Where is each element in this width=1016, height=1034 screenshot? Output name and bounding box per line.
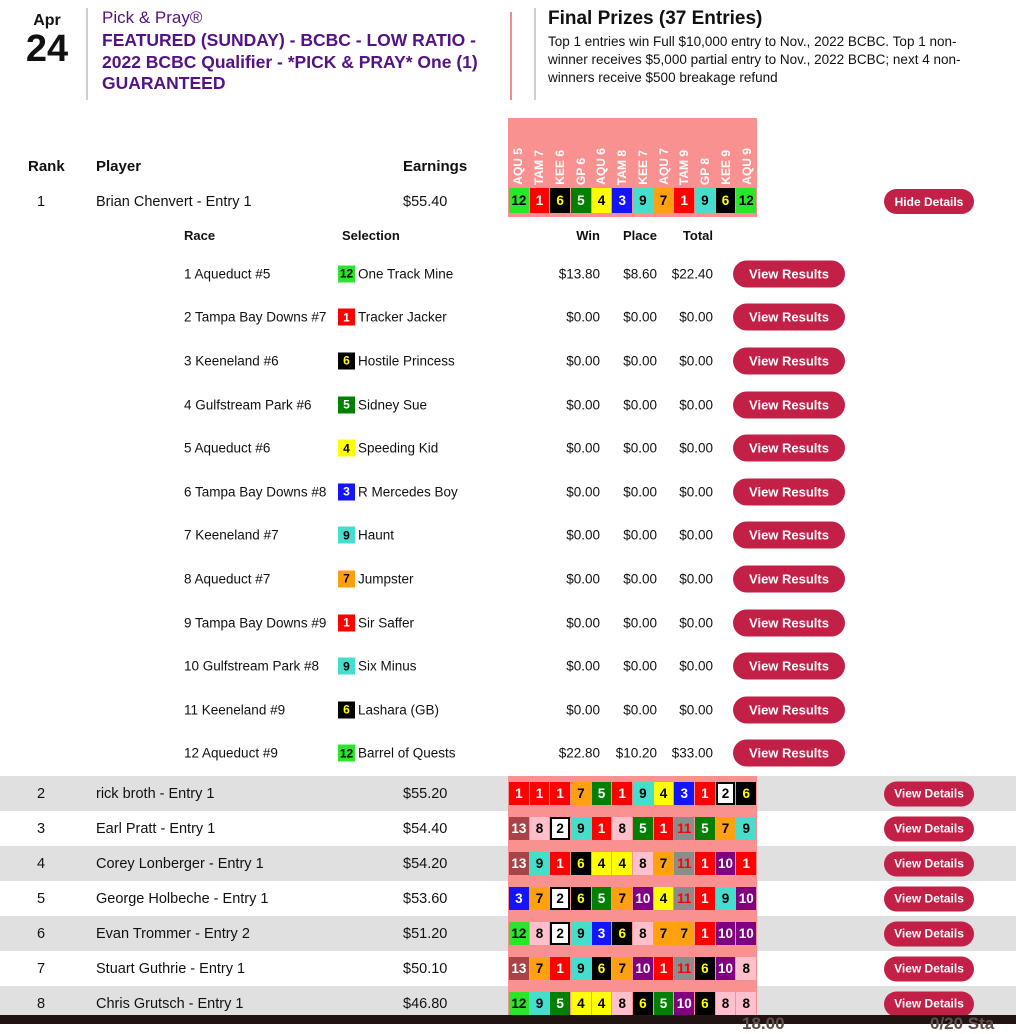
pick-chip: 2	[716, 782, 736, 805]
pick-chip: 2	[550, 887, 570, 910]
detail-total: $22.40	[671, 266, 713, 282]
horse-name: Barrel of Quests	[358, 745, 456, 761]
pick-chip: 4	[654, 887, 674, 910]
detail-selection	[338, 701, 439, 718]
detail-row	[0, 688, 860, 732]
pick-chip: 4	[592, 852, 612, 875]
pick-chip: 1	[338, 309, 355, 326]
bottom-bar	[0, 1014, 1016, 1033]
pick-chip: 9	[530, 992, 550, 1015]
detail-race: 1 Aqueduct #5	[184, 266, 271, 282]
detail-place: $0.00	[623, 397, 657, 413]
pick-chip: 6	[633, 992, 653, 1015]
pick-chip: 2	[550, 817, 570, 840]
player-name: Stuart Guthrie - Entry 1	[96, 960, 246, 977]
pick-chip: 7	[530, 887, 550, 910]
race-header-label: KEE 9	[718, 150, 733, 185]
pick-chip: 10	[633, 957, 653, 980]
pick-chip: 7	[654, 852, 674, 875]
detail-race: 7 Keeneland #7	[184, 527, 279, 543]
pick-chip: 6	[612, 922, 632, 945]
rank-value: 6	[36, 925, 46, 942]
pick-chip: 9	[530, 852, 550, 875]
standings-row-4	[0, 846, 1016, 881]
detail-place: $8.60	[623, 266, 657, 282]
date-day: 24	[25, 28, 69, 70]
detail-selection	[338, 440, 438, 457]
detail-selection	[338, 483, 458, 500]
detail-place: $10.20	[615, 745, 657, 761]
detail-place: $0.00	[623, 571, 657, 587]
contest-header	[14, 8, 986, 100]
earnings-value: $46.80	[403, 995, 448, 1012]
contest-date	[14, 8, 88, 100]
prizes-title: Final Prizes (37 Entries)	[548, 8, 763, 29]
pick-chip: 10	[716, 957, 736, 980]
pick-chip: 4	[592, 992, 612, 1015]
pick-chip: 7	[674, 922, 694, 945]
pick-chip: 9	[571, 957, 591, 980]
pick-chip: 1	[654, 817, 674, 840]
pick-chip: 1	[695, 852, 715, 875]
pick-chip: 1	[695, 922, 715, 945]
view-results-button[interactable]: View Results	[733, 260, 845, 287]
detail-total: $0.00	[679, 527, 713, 543]
pick-chip: 3	[612, 188, 632, 213]
pick-chip: 6	[695, 992, 715, 1015]
pick-chip: 4	[612, 852, 632, 875]
pick-chip: 10	[736, 887, 756, 910]
pick-chip: 7	[530, 957, 550, 980]
detail-total: $0.00	[679, 309, 713, 325]
race-header-label: TAM 8	[615, 149, 630, 185]
pick-chip: 9	[338, 658, 355, 675]
pick-chip: 5	[695, 817, 715, 840]
pick-chips-band	[508, 916, 757, 951]
race-header-label: TAM 7	[532, 149, 547, 185]
player-name: Brian Chenvert - Entry 1	[96, 194, 252, 210]
detail-selection	[338, 352, 455, 369]
horse-name: Speeding Kid	[358, 440, 439, 456]
view-results-button[interactable]: View Results	[733, 435, 845, 462]
detail-selection	[338, 265, 453, 282]
pick-chip: 10	[674, 992, 694, 1015]
pick-chip: 2	[550, 922, 570, 945]
detail-win: $0.00	[566, 658, 600, 674]
detail-selection	[338, 570, 414, 587]
pick-chip: 9	[338, 527, 355, 544]
detail-total: $0.00	[679, 615, 713, 631]
detail-total: $33.00	[671, 745, 713, 761]
pick-chip: 5	[592, 887, 612, 910]
detail-race: 10 Gulfstream Park #8	[184, 658, 320, 674]
pick-chip: 6	[550, 188, 570, 213]
pick-chips-row	[509, 992, 756, 1015]
detail-selection	[338, 745, 456, 762]
pick-chip: 11	[674, 887, 694, 910]
standings-row-3	[0, 811, 1016, 846]
rank-value: 3	[36, 820, 46, 837]
detail-win: $0.00	[566, 571, 600, 587]
prizes-description: Top 1 entries win Full $10,000 entry to Nov., 2022 BCBC. Top 1 non-winner receives $5,000 partial entry to Nov., 2022 BCBC; next 4 non-winners receive $500 breakage refund	[548, 34, 961, 86]
detail-total: $0.00	[679, 397, 713, 413]
pick-chip: 9	[716, 887, 736, 910]
pick-chip: 8	[633, 922, 653, 945]
pick-chip: 1	[530, 188, 550, 213]
earnings-value: $51.20	[403, 925, 448, 942]
horse-name: R Mercedes Boy	[358, 484, 458, 500]
pick-chips-row	[509, 782, 756, 805]
rank-value: 2	[36, 785, 46, 802]
pick-chip: 12	[509, 188, 529, 213]
pick-chip: 1	[338, 614, 355, 631]
pick-chips-band	[508, 951, 757, 986]
detail-selection	[338, 614, 414, 631]
view-details-button[interactable]: View Details	[884, 851, 974, 876]
bottom-bar-text-right: 0/20 Sta	[930, 1014, 995, 1033]
column-header-player: Player	[96, 158, 142, 175]
rank-value: 7	[36, 960, 46, 977]
detail-race: 5 Aqueduct #6	[184, 440, 271, 456]
pick-chip: 6	[338, 352, 355, 369]
detail-win: $0.00	[566, 527, 600, 543]
pick-chips-row	[509, 852, 756, 875]
pick-chip: 12	[509, 922, 529, 945]
detail-race: 8 Aqueduct #7	[184, 571, 271, 587]
race-header-label: KEE 6	[552, 150, 567, 185]
detail-race: 9 Tampa Bay Downs #9	[184, 615, 327, 631]
pick-chip: 13	[509, 817, 529, 840]
detail-total: $0.00	[679, 484, 713, 500]
pick-chip: 9	[633, 782, 653, 805]
pick-chip: 11	[674, 817, 694, 840]
pick-chip: 6	[592, 957, 612, 980]
pick-chip: 12	[509, 992, 529, 1015]
pick-chip: 1	[654, 957, 674, 980]
pick-chip: 8	[530, 922, 550, 945]
pick-chip: 12	[339, 746, 354, 761]
detail-row	[0, 426, 860, 470]
pick-chip: 1	[530, 782, 550, 805]
date-month: Apr	[33, 12, 61, 29]
pick-chip: 8	[633, 852, 653, 875]
view-details-button[interactable]: View Details	[884, 956, 974, 981]
horse-name: Tracker Jacker	[358, 309, 447, 325]
detail-header-total: Total	[682, 228, 713, 243]
pick-chip: 7	[612, 957, 632, 980]
rank-value: 1	[36, 194, 46, 210]
bottom-bar-text-left: 18.00	[742, 1014, 785, 1033]
earnings-value: $55.20	[403, 785, 448, 802]
detail-win: $0.00	[566, 353, 600, 369]
pick-chip: 1	[509, 782, 529, 805]
pick-chip: 10	[716, 922, 736, 945]
standings-row-2	[0, 776, 1016, 811]
pick-chip: 13	[509, 852, 529, 875]
pick-chip: 9	[571, 817, 591, 840]
detail-place: $0.00	[623, 309, 657, 325]
detail-place: $0.00	[623, 484, 657, 500]
detail-race: 12 Aqueduct #9	[184, 745, 278, 761]
detail-win: $0.00	[566, 702, 600, 718]
race-header-label: AQU 9	[739, 148, 754, 185]
standings-row-6	[0, 916, 1016, 951]
pick-chip: 8	[530, 817, 550, 840]
pick-chip: 5	[571, 188, 591, 213]
pick-chip: 5	[654, 992, 674, 1015]
view-results-button[interactable]: View Results	[733, 696, 845, 723]
pick-chip: 7	[654, 188, 674, 213]
detail-row	[0, 601, 860, 645]
pick-chip: 1	[612, 782, 632, 805]
pick-chip: 12	[736, 188, 756, 213]
view-results-button[interactable]: View Results	[733, 565, 845, 592]
pick-chip: 11	[674, 852, 694, 875]
pick-chips-band	[508, 811, 757, 846]
hide-details-button[interactable]: Hide Details	[884, 189, 974, 214]
detail-header-win: Win	[576, 228, 600, 243]
pick-chip: 1	[550, 782, 570, 805]
detail-row	[0, 644, 860, 688]
pick-chip: 8	[736, 992, 756, 1015]
column-header-earnings: Earnings	[403, 158, 468, 175]
pick-chip: 3	[674, 782, 694, 805]
pick-chip: 1	[695, 887, 715, 910]
player-name: George Holbeche - Entry 1	[96, 890, 269, 907]
pick-chip: 3	[592, 922, 612, 945]
horse-name: Hostile Princess	[358, 353, 455, 369]
earnings-value: $55.40	[403, 194, 448, 210]
pick-chip: 13	[509, 957, 529, 980]
pick-chip: 9	[695, 188, 715, 213]
race-headers	[508, 118, 757, 185]
detail-selection	[338, 658, 417, 675]
pick-chips-row	[509, 957, 756, 980]
final-prizes-block	[534, 8, 986, 100]
detail-win: $0.00	[566, 309, 600, 325]
pick-chip: 4	[338, 440, 355, 457]
detail-column-headers	[0, 228, 860, 246]
player-name: Earl Pratt - Entry 1	[96, 820, 216, 837]
pick-chip: 8	[716, 992, 736, 1015]
pick-chips-band	[508, 776, 757, 811]
detail-win: $0.00	[566, 484, 600, 500]
detail-place: $0.00	[623, 353, 657, 369]
detail-row	[0, 339, 860, 383]
detail-race: 3 Keeneland #6	[184, 353, 279, 369]
view-details-button[interactable]: View Details	[884, 816, 974, 841]
detail-row	[0, 383, 860, 427]
horse-name: One Track Mine	[358, 266, 454, 282]
pick-chip: 8	[612, 992, 632, 1015]
detail-win: $22.80	[558, 745, 600, 761]
view-results-button[interactable]: View Results	[733, 609, 845, 636]
pick-chip: 3	[509, 887, 529, 910]
detail-total: $0.00	[679, 702, 713, 718]
pick-chips-row	[509, 188, 756, 213]
pick-chip: 8	[736, 957, 756, 980]
pick-chip: 8	[612, 817, 632, 840]
pick-chip: 6	[338, 701, 355, 718]
pick-chip: 12	[339, 266, 354, 281]
view-results-button[interactable]: View Results	[733, 347, 845, 374]
column-header-rank: Rank	[28, 158, 65, 175]
pick-chip: 5	[592, 782, 612, 805]
title-divider	[510, 12, 512, 100]
detail-row	[0, 470, 860, 514]
pick-chip: 9	[736, 817, 756, 840]
horse-name: Six Minus	[358, 658, 417, 674]
view-details-button[interactable]: View Details	[884, 781, 974, 806]
detail-race: 4 Gulfstream Park #6	[184, 397, 312, 413]
standings-row-5	[0, 881, 1016, 916]
pick-chips-row	[509, 817, 756, 840]
pick-chip: 11	[674, 957, 694, 980]
pick-chip: 10	[716, 852, 736, 875]
view-results-button[interactable]: View Results	[733, 740, 845, 767]
pick-chip: 4	[654, 782, 674, 805]
earnings-value: $54.20	[403, 855, 448, 872]
pick-chips-band	[508, 881, 757, 916]
player-name: Chris Grutsch - Entry 1	[96, 995, 244, 1012]
standings-row-7	[0, 951, 1016, 986]
pick-chip: 10	[633, 887, 653, 910]
view-details-button[interactable]: View Details	[884, 991, 974, 1016]
pick-chip: 9	[571, 922, 591, 945]
pick-chip: 6	[571, 887, 591, 910]
view-results-button[interactable]: View Results	[733, 522, 845, 549]
detail-place: $0.00	[623, 615, 657, 631]
pick-chip: 10	[736, 922, 756, 945]
pick-chip: 7	[716, 817, 736, 840]
horse-name: Sidney Sue	[358, 397, 428, 413]
pick-chip: 6	[736, 782, 756, 805]
detail-place: $0.00	[623, 527, 657, 543]
pick-chip: 6	[571, 852, 591, 875]
view-details-button[interactable]: View Details	[884, 886, 974, 911]
race-header-label: AQU 6	[594, 148, 609, 185]
earnings-value: $53.60	[403, 890, 448, 907]
view-details-button[interactable]: View Details	[884, 921, 974, 946]
earnings-value: $50.10	[403, 960, 448, 977]
pick-chip: 1	[550, 852, 570, 875]
detail-race: 11 Keeneland #9	[184, 702, 286, 718]
detail-race: 2 Tampa Bay Downs #7	[184, 309, 327, 325]
detail-selection	[338, 527, 394, 544]
detail-selection	[338, 396, 427, 413]
pick-chip: 1	[695, 782, 715, 805]
contest-title-block	[88, 8, 506, 100]
detail-race: 6 Tampa Bay Downs #8	[184, 484, 327, 500]
race-header-label: AQU 5	[511, 148, 526, 185]
detail-total: $0.00	[679, 658, 713, 674]
earnings-value: $54.40	[403, 820, 448, 837]
horse-name: Sir Saffer	[358, 615, 415, 631]
standings-row-1	[0, 186, 1016, 218]
detail-win: $0.00	[566, 440, 600, 456]
race-header-label: GP 6	[573, 157, 588, 185]
horse-name: Lashara (GB)	[358, 702, 440, 718]
player-name: Corey Lonberger - Entry 1	[96, 855, 264, 872]
view-results-button[interactable]: View Results	[733, 478, 845, 505]
detail-place: $0.00	[623, 440, 657, 456]
pick-chips-band	[508, 846, 757, 881]
rank-value: 4	[36, 855, 46, 872]
detail-rows	[0, 252, 860, 775]
pick-chip: 1	[736, 852, 756, 875]
race-header-label: TAM 9	[677, 149, 692, 185]
contest-title: FEATURED (SUNDAY) - BCBC - LOW RATIO - 2022 BCBC Qualifier - *PICK & PRAY* One (1) GUARANTEED	[102, 30, 478, 94]
contest-type: Pick & Pray®	[102, 8, 203, 27]
race-header-label: KEE 7	[635, 150, 650, 185]
detail-row	[0, 252, 860, 296]
detail-header-race: Race	[184, 228, 216, 243]
detail-place: $0.00	[623, 658, 657, 674]
detail-win: $0.00	[566, 397, 600, 413]
pick-chip: 7	[571, 782, 591, 805]
pick-chip: 1	[550, 957, 570, 980]
view-results-button[interactable]: View Results	[733, 391, 845, 418]
detail-header-selection: Selection	[342, 228, 400, 243]
horse-name: Jumpster	[358, 571, 414, 587]
detail-row	[0, 732, 860, 776]
detail-win: $13.80	[558, 266, 600, 282]
pick-chip: 5	[338, 396, 355, 413]
detail-total: $0.00	[679, 571, 713, 587]
player-name: rick broth - Entry 1	[96, 785, 215, 802]
rank-value: 5	[36, 890, 46, 907]
pick-chip: 4	[592, 188, 612, 213]
pick-chip: 4	[571, 992, 591, 1015]
view-results-button[interactable]: View Results	[733, 653, 845, 680]
race-header-label: AQU 7	[656, 148, 671, 185]
pick-chips-row	[509, 922, 756, 945]
pick-chip: 1	[592, 817, 612, 840]
pick-chip: 3	[338, 483, 355, 500]
detail-row	[0, 514, 860, 558]
player-name: Evan Trommer - Entry 2	[96, 925, 250, 942]
detail-selection	[338, 309, 447, 326]
detail-header-place: Place	[623, 228, 657, 243]
view-results-button[interactable]: View Results	[733, 304, 845, 331]
pick-chips-row	[509, 887, 756, 910]
horse-name: Haunt	[358, 527, 395, 543]
detail-total: $0.00	[679, 353, 713, 369]
pick-chip: 7	[338, 570, 355, 587]
pick-chip: 6	[695, 957, 715, 980]
pick-chip: 9	[633, 188, 653, 213]
rank-value: 8	[36, 995, 46, 1012]
pick-chip: 5	[633, 817, 653, 840]
detail-win: $0.00	[566, 615, 600, 631]
race-header-label: GP 8	[698, 157, 713, 185]
detail-row	[0, 557, 860, 601]
pick-chip: 1	[674, 188, 694, 213]
pick-chip: 7	[612, 887, 632, 910]
pick-chip: 6	[716, 188, 736, 213]
detail-place: $0.00	[623, 702, 657, 718]
detail-total: $0.00	[679, 440, 713, 456]
detail-row	[0, 296, 860, 340]
pick-chip: 7	[654, 922, 674, 945]
pick-chip: 5	[550, 992, 570, 1015]
